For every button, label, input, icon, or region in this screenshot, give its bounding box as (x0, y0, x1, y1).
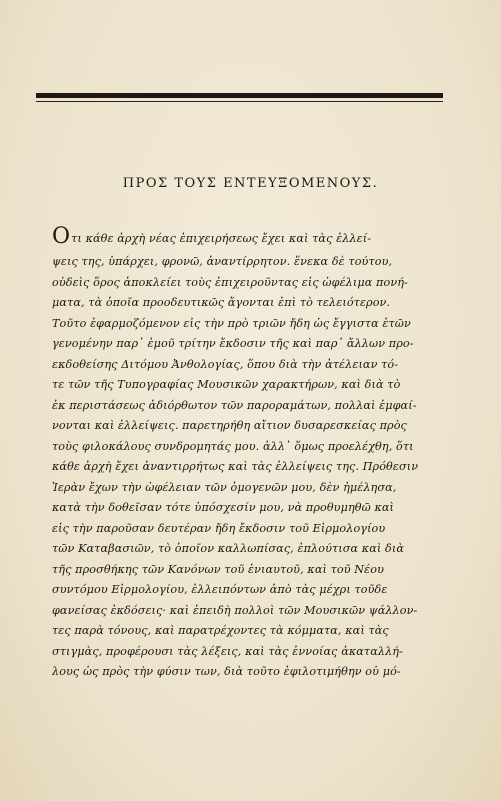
header-rule-thin (36, 101, 443, 102)
text-line-10: νονται καὶ ἐλλείψεις. παρετηρήθη αἴτιον δυσαρεσκείας πρὸς (52, 419, 407, 432)
text-line-13: Ἱερὰν ἔχων τὴν ὠφέλειαν τῶν ὁμογενῶν μου, δὲν ἠμέλησα, (52, 480, 397, 494)
page-heading: ΠΡΟΣ ΤΟΥΣ ΕΝΤΕΥΞΟΜΕΝΟΥΣ. (122, 176, 379, 191)
text-line-17: τῆς προσθήκης τῶν Κανόνων τοῦ ἐνιαυτοῦ, καὶ τοῦ Νέου (52, 562, 385, 576)
text-line-9: ἐκ περιστάσεως ἀδιόρθωτον τῶν παροραμάτων, πολλαὶ ἐμφαί- (52, 398, 417, 412)
text-line-5: Τοῦτο ἐφαρμοζόμενον εἰς τὴν πρὸ τριῶν ἤδη ὡς ἔγγιστα ἐτῶν (52, 316, 411, 330)
text-line-4: ματα, τὰ ὁποῖα προοδευτικῶς ἄγονται ἐπὶ τὸ τελειότερον. (52, 296, 391, 309)
text-line-1-rest: τι κάθε ἀρχὴ νέας ἐπιχειρήσεως ἔχει καὶ τὰς ἐλλεί- (71, 232, 372, 245)
text-line-15: εἰς τὴν παροῦσαν δευτέραν ἤδη ἔκδοσιν τοῦ Εἱρμολογίου (52, 521, 386, 535)
text-line-8: τε τῶν τῆς Τυπογραφίας Μουσικῶν χαρακτήρων, καὶ διὰ τὸ (52, 378, 401, 391)
text-line-14: κατὰ τὴν δοθεῖσαν τότε ὑπόσχεσίν μου, νὰ προθυμηθῶ καὶ (52, 501, 395, 514)
text-line-22: λους ὡς πρὸς τὴν φύσιν των, διὰ τοῦτο ἐφιλοτιμήθην οὐ μό- (52, 665, 401, 678)
text-line-2: ψεις της, ὑπάρχει, φρονῶ, ἀναντίρρητον. ἕνεκα δὲ τούτου, (52, 255, 393, 268)
body-text (52, 226, 462, 683)
text-line-20: τες παρὰ τόνους, καὶ παρατρέχοντες τὰ κόμματα, καὶ τὰς (52, 624, 389, 637)
text-line-7: εκδοθείσης Διτόμου Ἀνθολογίας, ὅπου διὰ τὴν ἀτέλειαν τό- (52, 357, 399, 371)
text-line-11: τοὺς φιλοκάλους συνδρομητάς μου. ἀλλ᾽ ὅμως προελέχθη, ὅτι (52, 439, 414, 453)
text-line-1 (52, 226, 462, 252)
text-line-16: τῶν Καταβασιῶν, τὸ ὁποῖον καλλωπίσας, ἐπλούτισα καὶ διὰ (52, 542, 405, 555)
text-line-3: οὐδεὶς ὅρος ἀποκλείει τοὺς ἐπιχειροῦντας εἰς ὠφέλιμα πονή- (52, 275, 408, 289)
text-line-12: κάθε ἀρχὴ ἔχει ἀναντιρρήτως καὶ τὰς ἐλλείψεις της. Πρόθεσιν (52, 460, 419, 473)
text-line-18: συντόμου Εἱρμολογίου, ἐλλειπόντων ἀπὸ τὰς μέχρι τοῦδε (52, 583, 388, 596)
header-rule-thick (36, 93, 443, 98)
text-line-21: στιγμὰς, προφέρουσι τὰς λέξεις, καὶ τὰς ἐννοίας ἀκαταλλή- (52, 644, 403, 658)
drop-cap: Ο (52, 226, 71, 249)
text-line-19: φανείσας ἐκδόσεις· καὶ ἐπειδὴ πολλοὶ τῶν Μουσικῶν ψάλλον- (52, 603, 418, 617)
text-line-6: γενομένην παρ᾽ ἐμοῦ τρίτην ἔκδοσιν τῆς καὶ παρ᾽ ἄλλων προ- (52, 337, 414, 350)
